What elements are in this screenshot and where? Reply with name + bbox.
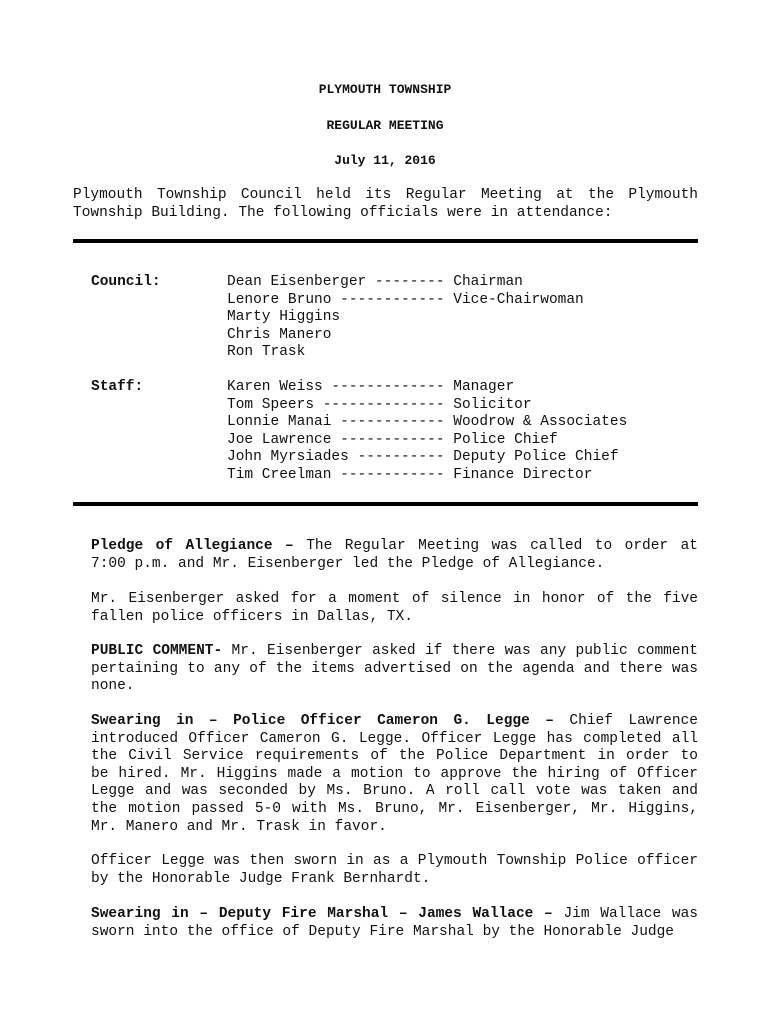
meeting-title: REGULAR MEETING: [326, 118, 444, 133]
bottom-divider: [73, 502, 698, 506]
public-comment-section: [91, 643, 698, 696]
council-member: Dean Eisenberger -------- Chairman: [227, 274, 523, 290]
township-title: PLYMOUTH TOWNSHIP: [318, 82, 452, 97]
section-text: Mr. Eisenberger asked for a moment of silence in honor of the five fallen police officers in Dallas, TX.: [91, 591, 698, 625]
section-heading: Swearing in – Police Officer Cameron G. Legge –: [91, 713, 554, 729]
section-text: Officer Legge was then sworn in as a Plymouth Township Police officer by the Honorable Judge Frank Bernhardt.: [91, 853, 698, 887]
section-text: Jim Wallace was sworn into the office of Deputy Fire Marshal by the Honorable Judge: [91, 906, 698, 940]
council-member: Ron Trask: [227, 344, 306, 361]
staff-label: Staff:: [91, 379, 144, 395]
staff-member: Lonnie Manai ------------ Woodrow & Associates: [227, 414, 628, 431]
section-text: Chief Lawrence introduced Officer Cameron G. Legge. Officer Legge has completed all the Civil Service requirements of the Police Department in order to be hired. Mr. Higgins made a motion to approve the hiring of Officer Legge and was seconded by Ms. Bruno. A roll call vote was taken and the motion passed 5-0 with Ms. Bruno, Mr. Eisenberger, Mr. Higgins, Mr. Manero and Mr. Trask in favor.: [91, 713, 698, 835]
council-member: Marty Higgins: [227, 309, 341, 326]
section-heading: PUBLIC COMMENT-: [91, 643, 223, 659]
staff-member: John Myrsiades ---------- Deputy Police Chief: [227, 449, 619, 466]
top-divider: [73, 239, 698, 243]
staff-member: Tom Speers -------------- Solicitor: [227, 396, 532, 413]
pledge-section: [91, 538, 698, 573]
section-text: Mr. Eisenberger asked if there was any public comment pertaining to any of the items advertised on the agenda and there was none.: [91, 643, 698, 695]
officer-sworn-section: [91, 853, 698, 888]
meeting-date: July 11, 2016: [334, 153, 436, 168]
intro-paragraph: Plymouth Township Council held its Regular Meeting at the Plymouth Township Building. The following officials were in attendance:: [73, 187, 698, 221]
staff-member: Karen Weiss ------------- Manager: [227, 379, 515, 395]
swearing-in-officer-section: [91, 713, 698, 836]
swearing-in-fire-marshal-section: [91, 906, 698, 941]
section-heading: Swearing in – Deputy Fire Marshal – James Wallace –: [91, 906, 553, 922]
staff-member: Tim Creelman ------------ Finance Director: [227, 467, 593, 483]
council-member: Chris Manero: [227, 326, 332, 343]
council-label: Council:: [91, 274, 161, 290]
section-text: The Regular Meeting was called to order at 7:00 p.m. and Mr. Eisenberger led the Pledge of Allegiance.: [91, 538, 698, 572]
section-heading: Pledge of Allegiance –: [91, 538, 294, 554]
staff-member: Joe Lawrence ------------ Police Chief: [227, 431, 558, 448]
council-member: Lenore Bruno ------------ Vice-Chairwoman: [227, 291, 584, 308]
moment-of-silence-section: [91, 591, 698, 626]
